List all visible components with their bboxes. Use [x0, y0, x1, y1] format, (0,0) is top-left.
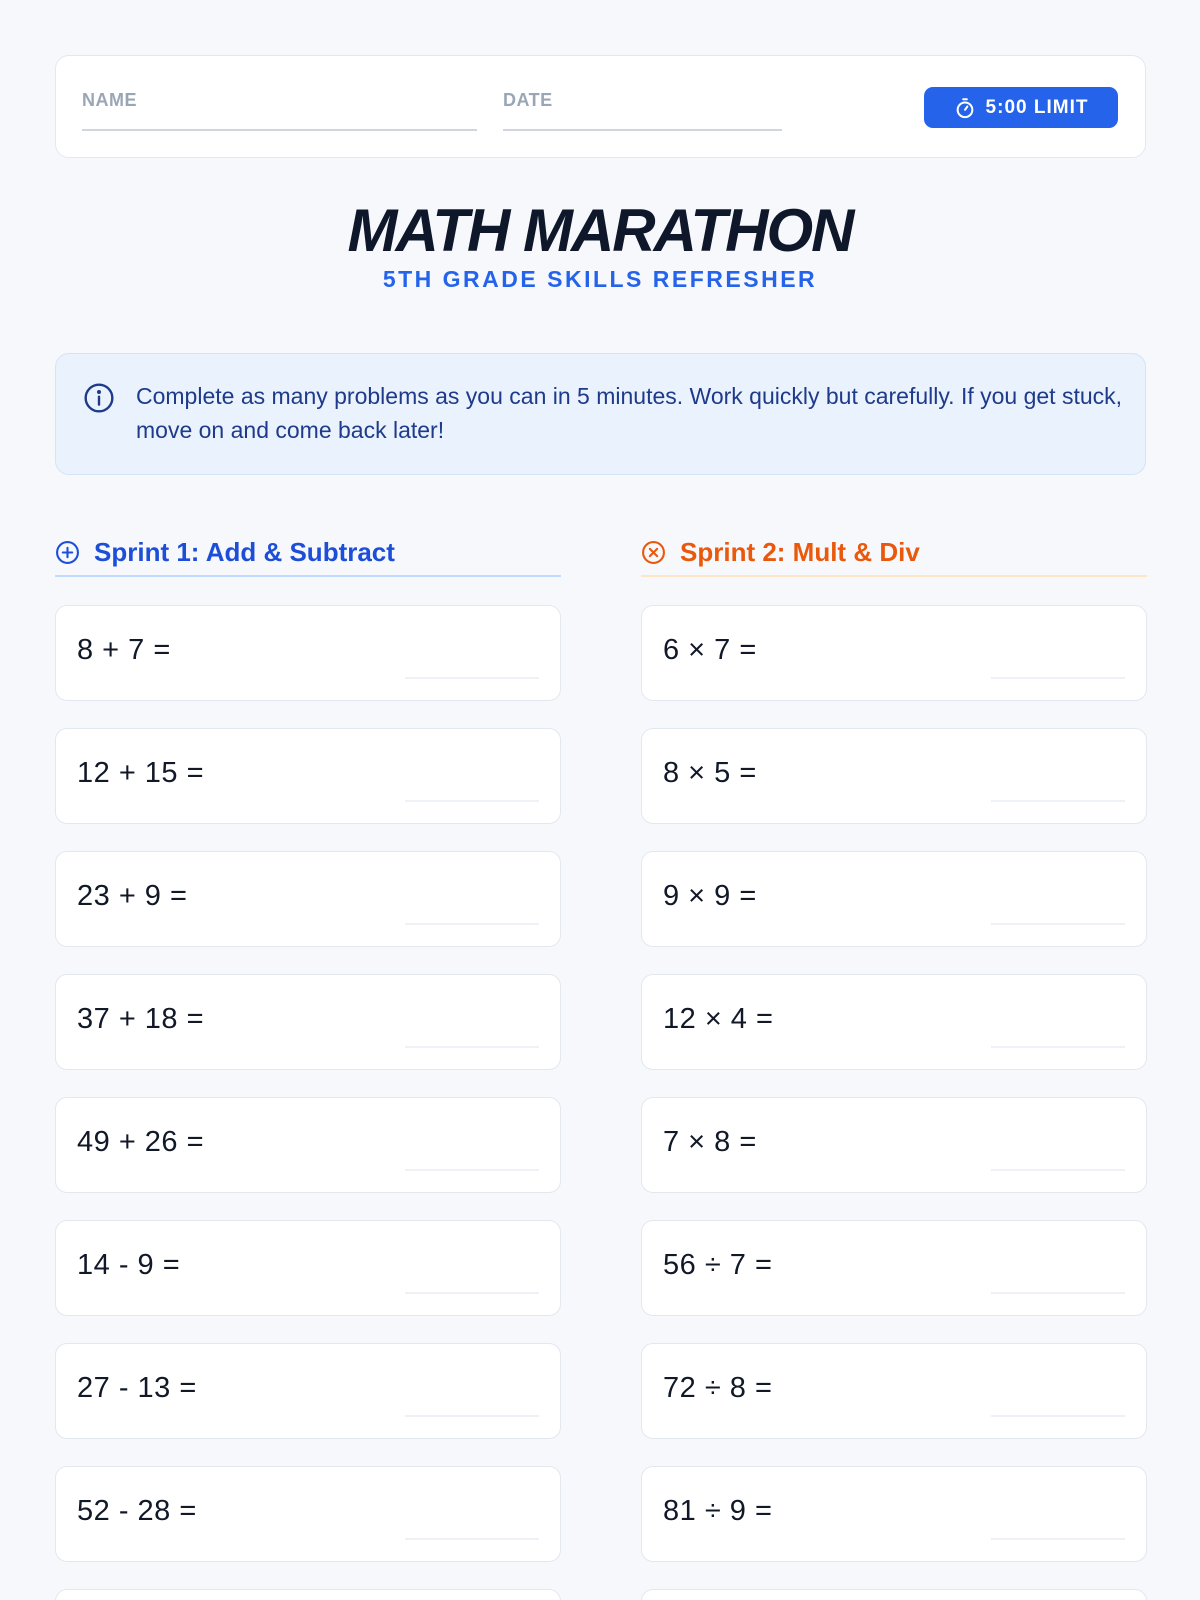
problem-card: [55, 605, 561, 701]
problem-card: [641, 1589, 1147, 1600]
sprint-1-section: [55, 530, 561, 1527]
problem-card: [641, 1466, 1147, 1562]
problem-text: 7 × 8 =: [663, 1126, 757, 1158]
instructions-text: Complete as many problems as you can in 5 minutes. Work quickly but carefully. If you get stuck, move on and come back later!: [136, 383, 1123, 443]
header-card: [55, 55, 1146, 158]
answer-blank[interactable]: [405, 1046, 539, 1048]
sprint-2-title: Sprint 2: Mult & Div: [680, 537, 920, 567]
date-field[interactable]: [503, 90, 782, 131]
problem-text: 12 + 15 =: [77, 757, 205, 789]
problem-card: [641, 1343, 1147, 1439]
problem-text: 52 - 28 =: [77, 1495, 197, 1527]
problem-text: 37 + 18 =: [77, 1003, 205, 1035]
answer-blank[interactable]: [405, 1538, 539, 1540]
answer-blank[interactable]: [405, 800, 539, 802]
answer-blank[interactable]: [991, 1046, 1125, 1048]
answer-blank[interactable]: [405, 1415, 539, 1417]
answer-blank[interactable]: [991, 923, 1125, 925]
problem-text: 8 × 5 =: [663, 757, 757, 789]
problem-card: [55, 1589, 561, 1600]
time-limit-badge: [924, 87, 1118, 128]
sprint-2-section: [641, 530, 1147, 1527]
problem-text: 6 × 7 =: [663, 634, 757, 666]
problem-card: [55, 1343, 561, 1439]
problem-card: [641, 851, 1147, 947]
problem-card: [641, 974, 1147, 1070]
problem-text: 14 - 9 =: [77, 1249, 181, 1281]
answer-blank[interactable]: [991, 1169, 1125, 1171]
sprint-1-header: [55, 530, 561, 577]
problem-card: [55, 1220, 561, 1316]
problem-card: [641, 1220, 1147, 1316]
times-circle-icon: [641, 540, 666, 565]
name-label: NAME: [82, 90, 137, 110]
name-field[interactable]: [82, 90, 477, 131]
answer-blank[interactable]: [991, 1538, 1125, 1540]
problem-card: [55, 728, 561, 824]
plus-circle-icon: [55, 540, 80, 565]
problem-card: [55, 1466, 561, 1562]
answer-blank[interactable]: [405, 923, 539, 925]
answer-blank[interactable]: [405, 1169, 539, 1171]
problem-text: 8 + 7 =: [77, 634, 171, 666]
problem-card: [55, 1097, 561, 1193]
answer-blank[interactable]: [991, 800, 1125, 802]
problem-card: [641, 1097, 1147, 1193]
sprint-2-problems: [641, 605, 1147, 1600]
problem-card: [55, 974, 561, 1070]
info-circle-icon: [83, 382, 115, 414]
stopwatch-icon: [954, 97, 976, 119]
problem-text: 27 - 13 =: [77, 1372, 197, 1404]
sprint-1-problems: [55, 605, 561, 1600]
answer-blank[interactable]: [405, 677, 539, 679]
sprint-2-header: [641, 530, 1147, 577]
problem-text: 23 + 9 =: [77, 880, 188, 912]
time-limit-label: 5:00 LIMIT: [985, 96, 1089, 118]
page-subtitle: 5TH GRADE SKILLS REFRESHER: [382, 266, 818, 292]
answer-blank[interactable]: [405, 1292, 539, 1294]
answer-blank[interactable]: [991, 677, 1125, 679]
problem-card: [55, 851, 561, 947]
problem-text: 72 ÷ 8 =: [663, 1372, 773, 1404]
problem-text: 81 ÷ 9 =: [663, 1495, 773, 1527]
problem-card: [641, 728, 1147, 824]
page-title: MATH MARATHON: [347, 197, 853, 264]
problem-text: 12 × 4 =: [663, 1003, 774, 1035]
date-label: DATE: [503, 90, 553, 110]
problem-text: 49 + 26 =: [77, 1126, 205, 1158]
instructions-box: [55, 353, 1146, 475]
sprint-1-title: Sprint 1: Add & Subtract: [94, 537, 395, 567]
problem-text: 56 ÷ 7 =: [663, 1249, 773, 1281]
problem-card: [641, 605, 1147, 701]
problem-text: 9 × 9 =: [663, 880, 757, 912]
answer-blank[interactable]: [991, 1292, 1125, 1294]
answer-blank[interactable]: [991, 1415, 1125, 1417]
